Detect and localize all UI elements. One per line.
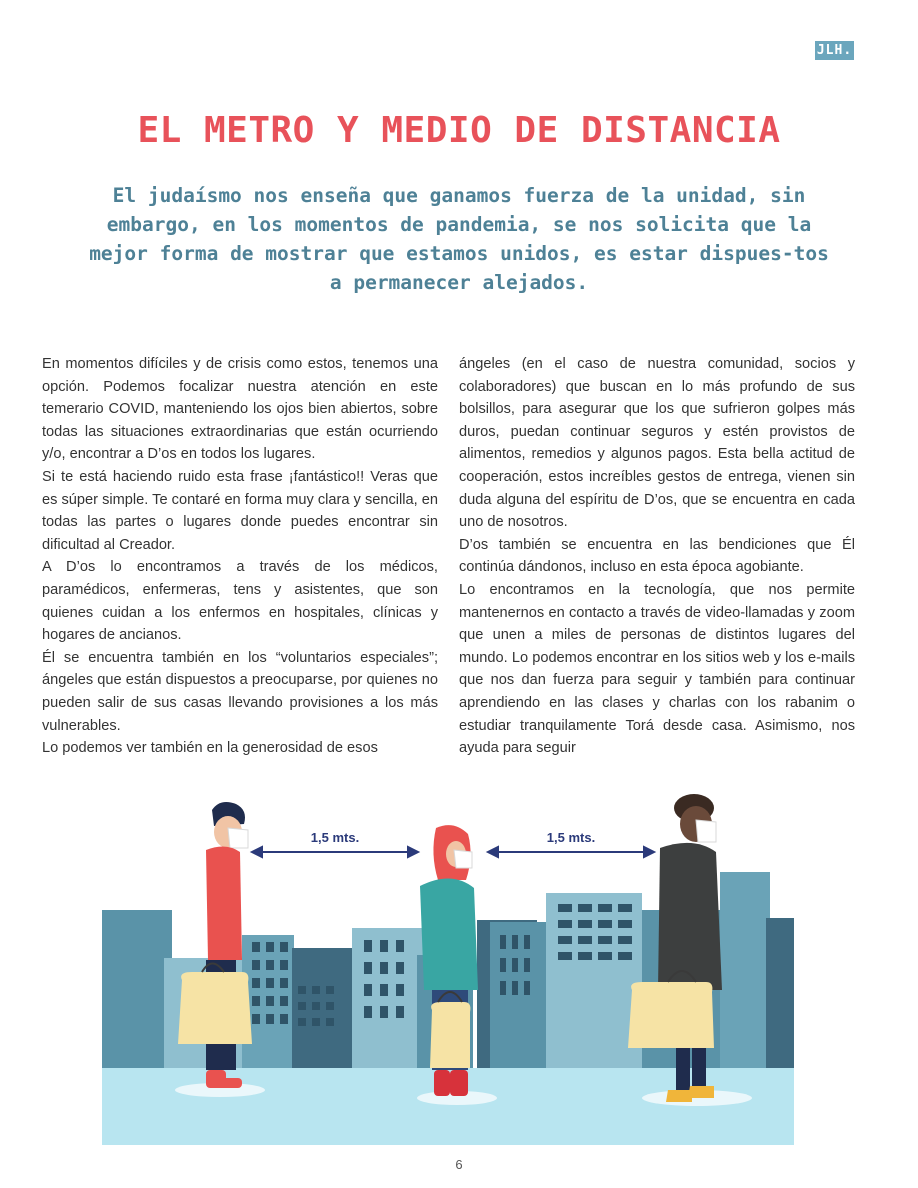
magazine-badge: JLH. bbox=[816, 43, 853, 58]
left-text-column bbox=[42, 353, 438, 763]
paragraph: ángeles (en el caso de nuestra comunidad, socios y colaboradores) que buscan en lo más profundo de sus bolsillos, para asegurar que los que sufrieron golpes más duros, puedan continuar seguros y estén provistos de alimentos, remedios y algunos pagos. Esta bella actitud de cooperación, estos increíbles gestos de entrega, vienen sin duda alguna del espíritu de D’os, que se encuentra en cada uno de nosotros. bbox=[459, 356, 855, 531]
article-title: EL METRO Y MEDIO DE DISTANCIA bbox=[137, 110, 781, 151]
distance-label-right: 1,5 mts. bbox=[546, 830, 596, 845]
paragraph: D’os también se encuentra en las bendiciones que Él continúa dándonos, incluso en esta época agobiante. bbox=[459, 536, 855, 576]
paragraph: Él se encuentra también en los “voluntarios especiales”; ángeles que están dispuestos a preocuparse, por quienes no pueden salir de sus casas llevando provisiones a los más vulnerables. bbox=[42, 649, 438, 734]
paragraph: Lo encontramos en la tecnología, que nos permite mantenernos en contacto a través de video-llamadas y zoom que unen a miles de personas de distintos lugares del mundo. Lo podemos encontrar en los sitios web y los e-mails que nos dan fuerza para seguir y también para continuar aprendiendo en las clases y charlas con los rabanim o estudiar tranquilamente Torá desde casa. Asimismo, nos ayuda para seguir bbox=[459, 581, 855, 757]
page-number: 6 bbox=[455, 1157, 463, 1172]
social-distancing-illustration bbox=[102, 790, 794, 1145]
distance-arrow-right bbox=[488, 847, 654, 857]
article-subtitle: El judaísmo nos enseña que ganamos fuerza de la unidad, sin embargo, en los momentos de pandemia, se nos solicita que la mejor forma de mostrar que estamos unidos, es estar dispues-tos a permanecer alejados. bbox=[89, 184, 829, 294]
paragraph: A D’os lo encontramos a través de los médicos, paramédicos, enfermeras, tens y asistentes, que son quienes cuidan a los enfermos en hospitales, clínicas y hogares de ancianos. bbox=[42, 559, 438, 644]
paragraph: Si te está haciendo ruido esta frase ¡fantástico!! Veras que es súper simple. Te contaré en forma muy clara y sencilla, en todas las partes o lugares donde puedes encontrar sin dificultad al Creador. bbox=[42, 468, 438, 553]
distance-label-left: 1,5 mts. bbox=[310, 830, 360, 845]
paragraph: En momentos difíciles y de crisis como estos, tenemos una opción. Podemos focalizar nuestra atención en este temerario COVID, manteniendo los ojos bien abiertos, sobre todas las situaciones extraordinarias que están ocurriendo y/o, encontrar a D’os en todos los lugares. bbox=[42, 356, 438, 463]
distance-arrow-left bbox=[252, 847, 418, 857]
paragraph: Lo podemos ver también en la generosidad de esos bbox=[42, 740, 378, 757]
right-text-column bbox=[459, 353, 855, 763]
